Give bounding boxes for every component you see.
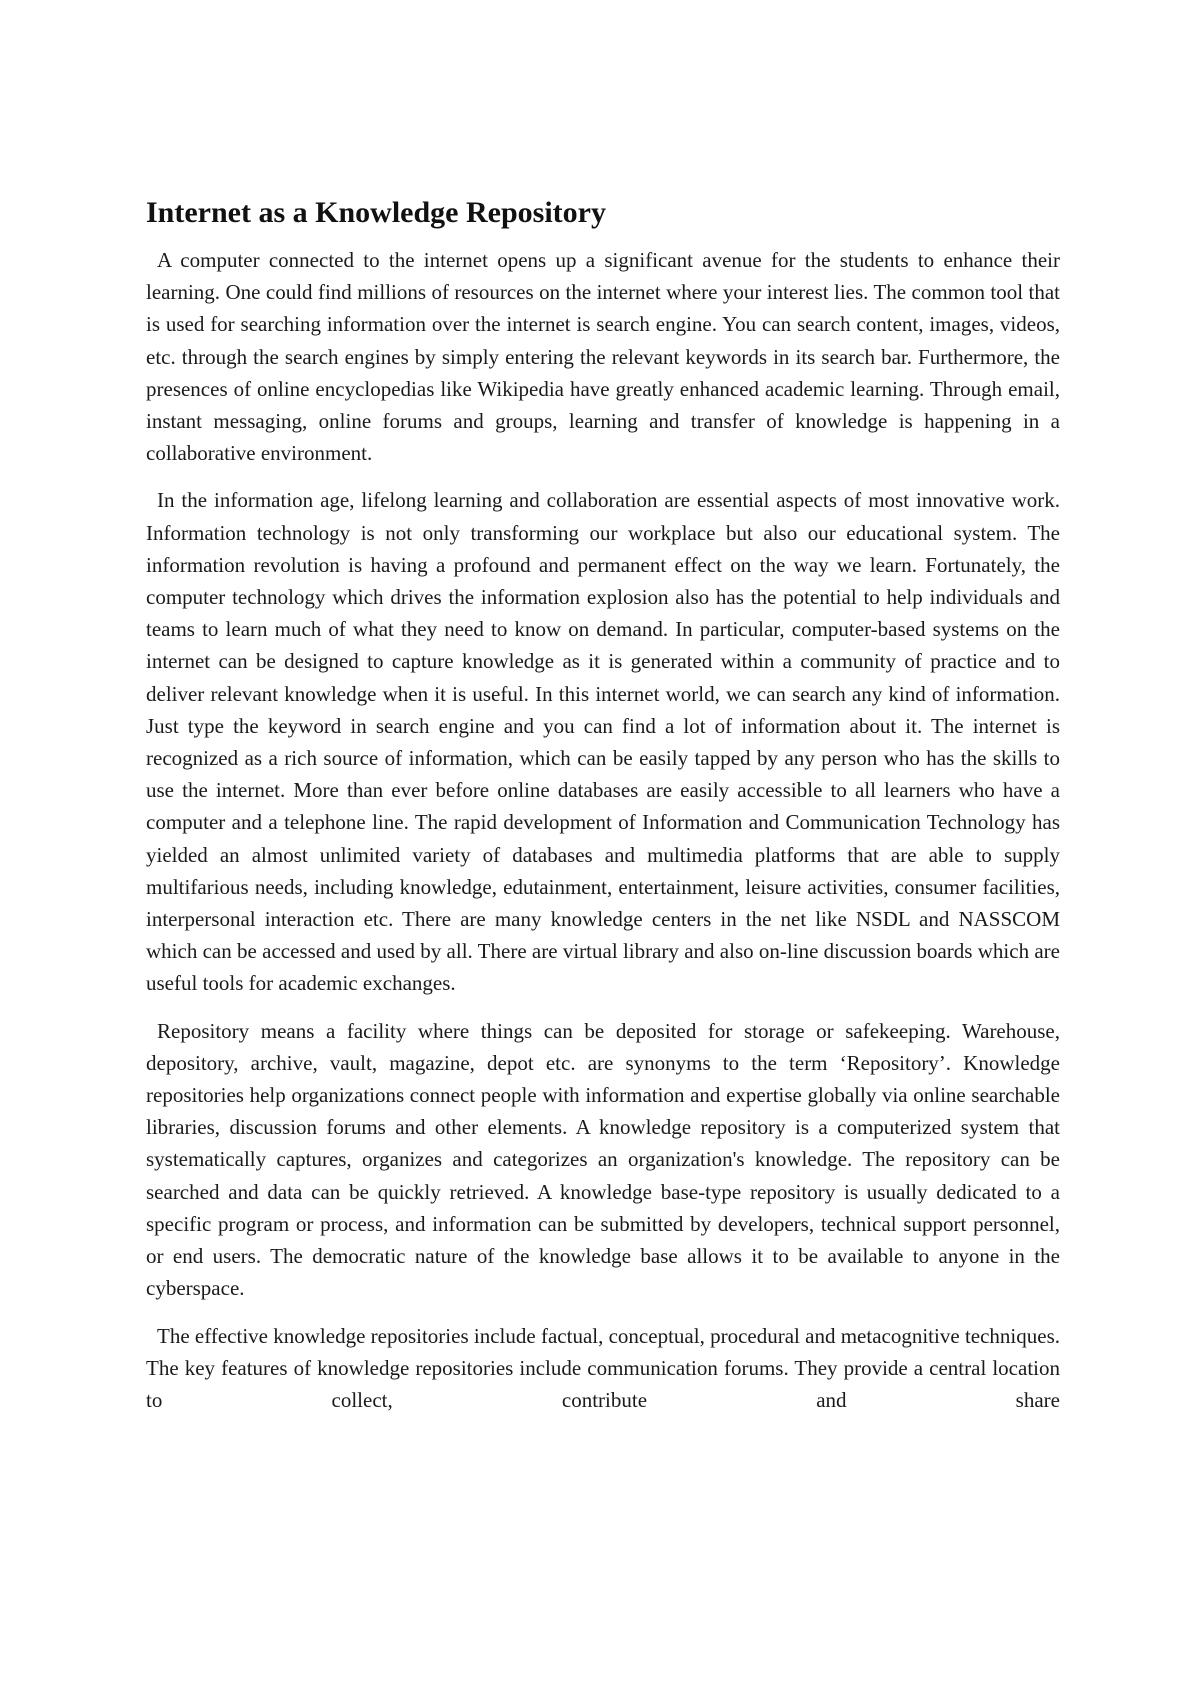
- paragraph-information-age: In the information age, lifelong learning and collaboration are essential aspects of most innovative work. Information technology is not only transforming our workplace but also our educational system. The information revolution is having a profound and permanent effect on the way we learn. Fortunately, the computer technology which drives the information explosion also has the potential to help individuals and teams to learn much of what they need to know on demand. In particular, computer-based systems on the internet can be designed to capture knowledge as it is generated within a community of practice and to deliver relevant knowledge when it is useful. In this internet world, we can search any kind of information. Just type the keyword in search engine and you can find a lot of information about it. The internet is recognized as a rich source of information, which can be easily tapped by any person who has the skills to use the internet. More than ever before online databases are easily accessible to all learners who have a computer and a telephone line. The rapid development of Information and Communication Technology has yielded an almost unlimited variety of databases and multimedia platforms that are able to supply multifarious needs, including knowledge, edutainment, entertainment, leisure activities, consumer facilities, interpersonal interaction etc. There are many knowledge centers in the net like NSDL and NASSCOM which can be accessed and used by all. There are virtual library and also on-line discussion boards which are useful tools for academic exchanges.: [146, 488, 1060, 996]
- paragraph-effective-repositories: The effective knowledge repositories include factual, conceptual, procedural and metacognitive techniques. The key features of knowledge repositories include communication forums. They provide a central location to collect, contribute and share: [146, 1323, 1060, 1412]
- document-title: Internet as a Knowledge Repository: [146, 196, 606, 229]
- paragraph-internet-learning: A computer connected to the internet opens up a significant avenue for the students to enhance their learning. One could find millions of resources on the internet where your interest lies. The common tool that is used for searching information over the internet is search engine. You can search content, images, videos, etc. through the search engines by simply entering the relevant keywords in its search bar. Furthermore, the presences of online encyclopedias like Wikipedia have greatly enhanced academic learning. Through email, instant messaging, online forums and groups, learning and transfer of knowledge is happening in a collaborative environment.: [146, 248, 1060, 466]
- document-body: [146, 196, 1060, 1431]
- paragraph-repository-definition: Repository means a facility where things can be deposited for storage or safekeeping. Warehouse, depository, archive, vault, magazine, depot etc. are synonyms to the term ‘Repository’. Knowledge repositories help organizations connect people with information and expertise globally via online searchable libraries, discussion forums and other elements. A knowledge repository is a computerized system that systematically captures, organizes and categorizes an organization's knowledge. The repository can be searched and data can be quickly retrieved. A knowledge base-type repository is usually dedicated to a specific program or process, and information can be submitted by developers, technical support personnel, or end users. The democratic nature of the knowledge base allows it to be available to anyone in the cyberspace.: [146, 1018, 1060, 1301]
